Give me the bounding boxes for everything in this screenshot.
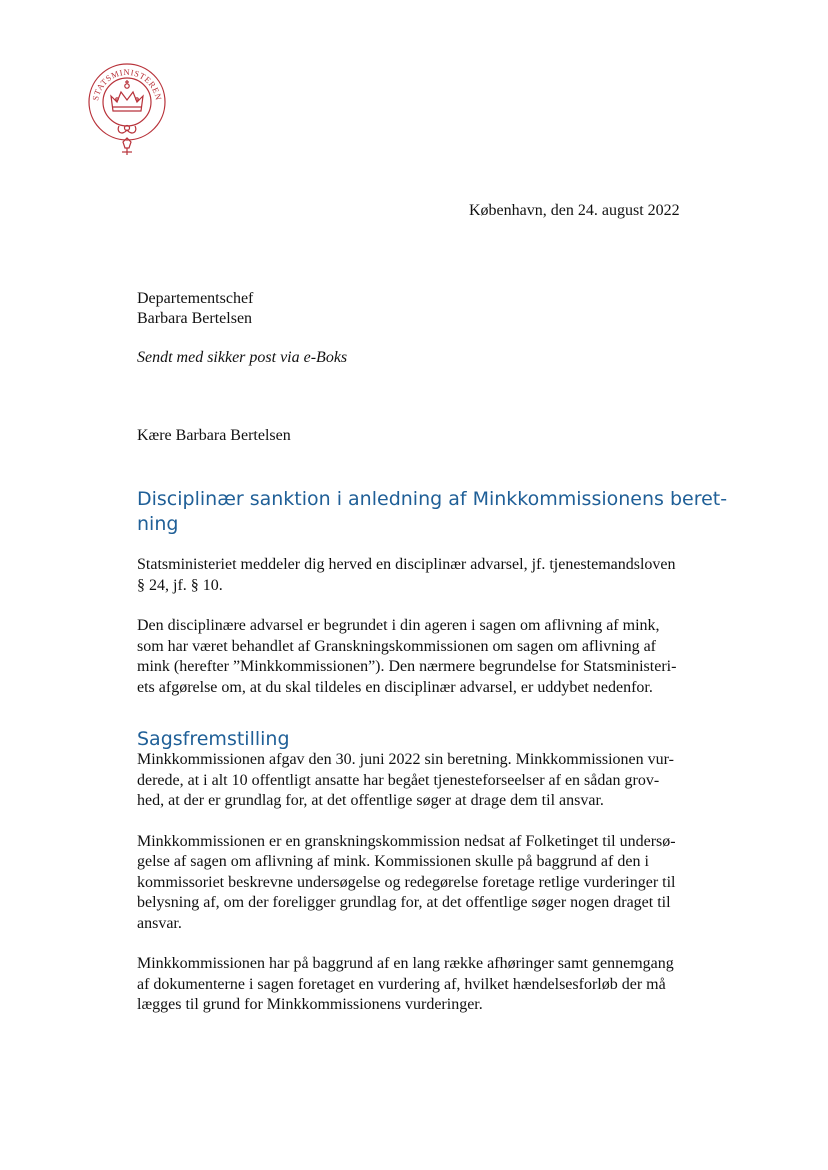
- paragraph-report: Minkkommissionen afgav den 30. juni 2022 sin beretning. Minkkommissionen vur- derede, at i alt 10 offentligt ansatte har begået tjenesteforseelser af en sådan grov- hed, at der er grundlag for, at det offentlige søger at drage dem til ansvar.: [137, 751, 674, 809]
- recipient-block: [137, 289, 253, 329]
- section-heading-case: Sagsfremstilling: [137, 728, 290, 750]
- paragraph-hearings: Minkkommissionen har på baggrund af en lang række afhøringer samt gennemgang af dokumenterne i sagen foretaget en vurdering af, hvilket hændelsesforløb der må lægges til grund for Minkkommissionens vurderinger.: [137, 955, 674, 1013]
- royal-crown-seal-icon: [86, 62, 168, 158]
- seal-text: STATSMINISTEREN: [90, 66, 164, 102]
- letter-body: [137, 487, 728, 1036]
- delivery-note: Sendt med sikker post via e-Boks: [137, 349, 348, 366]
- recipient-title: Departementschef: [137, 290, 254, 307]
- recipient-name: Barbara Bertelsen: [137, 310, 253, 327]
- salutation: Kære Barbara Bertelsen: [137, 427, 291, 444]
- date-line: København, den 24. august 2022: [469, 202, 680, 219]
- paragraph-commission: Minkkommissionen er en granskningskommission nedsat af Folketinget til undersø- gelse af sagen om aflivning af mink. Kommissionen skulle på baggrund af den i kommissoriet beskrevne undersøgelse og redegørelse foretage retlige vurderinger til belysning af, om der foreligger grundlag for, at det offentlige søger nogen draget til ansvar.: [137, 832, 676, 932]
- paragraph-warning: Statsministeriet meddeler dig herved en disciplinær advarsel, jf. tjenestemandsloven § 24, jf. § 10.: [137, 556, 676, 594]
- section-heading-sanction: Disciplinær sanktion i anledning af Minkkommissionens beret- ning: [137, 488, 728, 535]
- paragraph-reasoning: Den disciplinære advarsel er begrundet i din ageren i sagen om aflivning af mink, som har været behandlet af Granskningskommissionen om sagen om aflivning af mink (herefter ”Minkkommissionen”). Den nærmere begrundelse for Statsministeri- ets afgørelse om, at du skal tildeles en disciplinær advarsel, er uddybet nedenfor.: [137, 617, 677, 696]
